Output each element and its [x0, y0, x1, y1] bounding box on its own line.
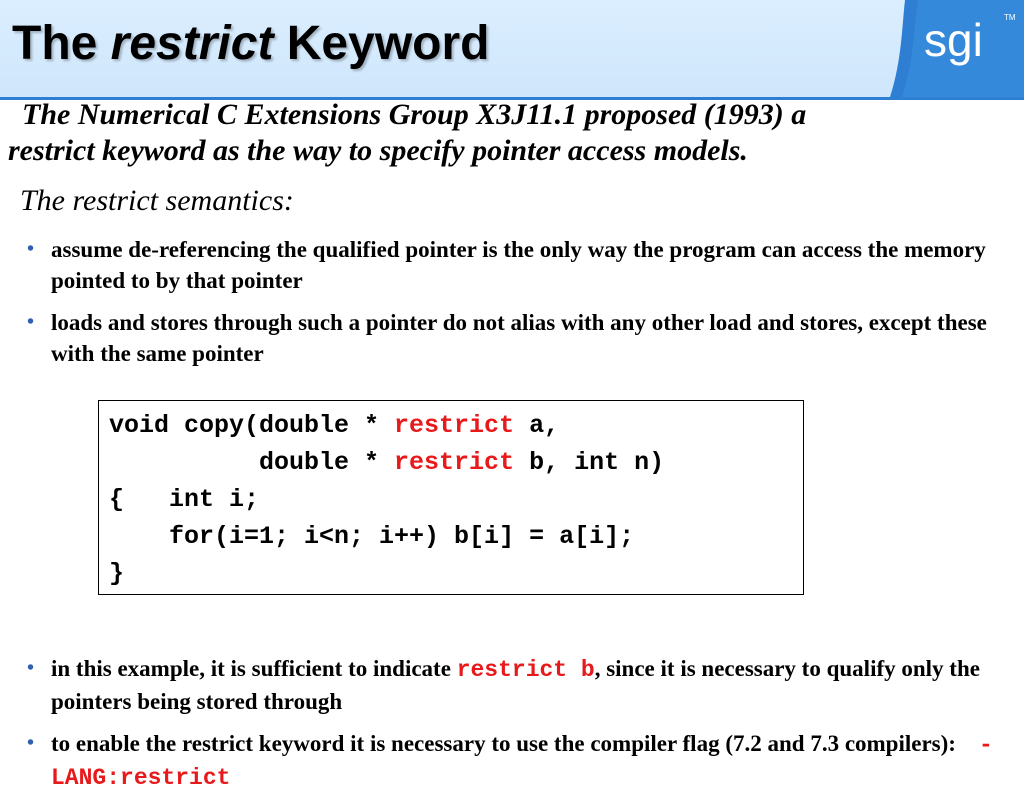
intro-paragraph [8, 97, 1008, 169]
compiler-flag-code: -LANG:restrict [51, 732, 993, 791]
code-line-1b: a, [514, 411, 560, 440]
code-line-4: for(i=1; i<n; i++) b[i] = a[i]; [109, 522, 635, 551]
bullet-text-pre: to enable the restrict keyword it is necessary to use the compiler flag (7.2 and 7.3 compilers): [51, 731, 979, 756]
logo-text: sgi [924, 14, 983, 66]
logo-tm: TM [1004, 13, 1016, 22]
code-line-2b: b, int n) [514, 448, 665, 477]
bullet-item [0, 307, 1010, 369]
code-line-5: } [109, 559, 125, 588]
code-example [109, 407, 664, 592]
bullet-text: loads and stores through such a pointer do not alias with any other load and stores, except these with the same pointer [51, 310, 987, 366]
code-keyword: restrict [394, 411, 515, 440]
bullet-dot-icon: • [27, 657, 35, 679]
intro-line-2: restrict keyword as the way to specify pointer access models. [8, 134, 748, 167]
bullet-item [0, 728, 1010, 794]
bullet-item [0, 234, 1010, 296]
code-keyword: restrict [394, 448, 515, 477]
title-part1: The [12, 17, 111, 70]
title-italic: restrict [110, 17, 274, 70]
sgi-logo [920, 6, 1016, 76]
intro-line-1: The Numerical C Extensions Group X3J11.1 proposed (1993) a [22, 98, 807, 131]
bullet-dot-icon: • [27, 311, 35, 333]
code-line-1a: void copy(double * [109, 411, 395, 440]
notes-bullet-list [0, 653, 1010, 794]
bullet-dot-icon: • [27, 238, 35, 260]
inline-code: restrict b [456, 657, 595, 683]
code-line-2a: double * [109, 448, 395, 477]
slide-header [0, 0, 1024, 100]
bullet-item [0, 653, 1010, 717]
bullet-text-post: , since it is necessary to qualify only the pointers being stored through [51, 656, 980, 714]
semantics-heading: The restrict semantics: [20, 184, 294, 217]
bullet-dot-icon: • [27, 732, 35, 754]
bullet-text: assume de-referencing the qualified pointer is the only way the program can access the memory pointed to by that pointer [51, 237, 986, 293]
code-line-3: { int i; [109, 485, 260, 514]
code-example-box [98, 400, 804, 595]
bullet-text-pre: in this example, it is sufficient to indicate [51, 656, 457, 681]
slide-title [12, 14, 489, 74]
title-part2: Keyword [273, 17, 490, 70]
semantics-bullet-list [0, 234, 1010, 369]
